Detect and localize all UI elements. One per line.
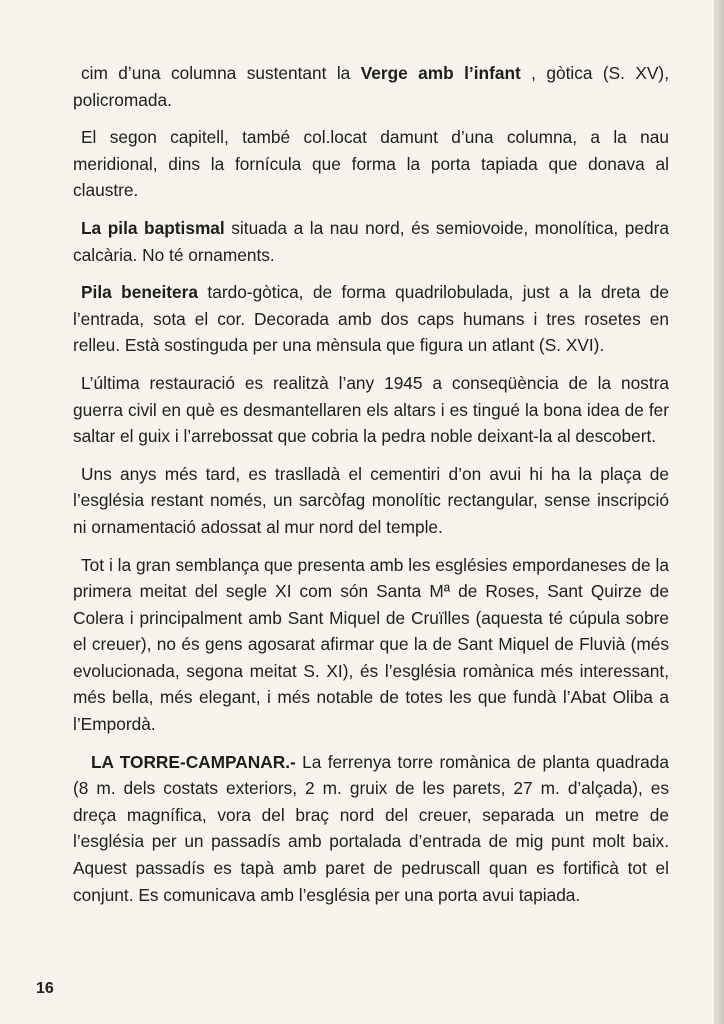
paragraph-text: El segon capitell, també col.locat damunt d’una columna, a la nau meridional, dins la fornícula que forma la porta tapiada que donava al claustre. [73, 127, 669, 201]
paragraph-3 [73, 215, 669, 268]
paragraph-text: Tot i la gran semblança que presenta amb les esglésies empordaneses de la primera meitat del segle XI com són Santa Mª de Roses, Sant Quirze de Colera i principalment amb Sant Miquel de Cruïlles (aquesta té cúpula sobre el creuer), no és gens agosarat afirmar que la de Sant Miquel de Fluvià (més evolucionada, segona meitat S. XI), és l’església romànica més interessant, més bella, més elegant, i més notable de totes les que fundà l’Abat Oliba a l’Empordà. [73, 554, 669, 735]
paragraph-2 [73, 124, 669, 204]
paragraph-8 [73, 749, 669, 909]
page-edge [716, 0, 724, 1024]
paragraph-7 [73, 552, 669, 738]
paragraph-text: situada a la nau nord, és semiovoide, monolítica, pedra calcària. No té ornaments. [73, 217, 669, 265]
paragraph-text: tardo-gòtica, de forma quadrilobulada, just a la dreta de l’entrada, sota el cor. Decorada amb dos caps humans i tres rosetes en relleu. Està sostinguda per una mènsula que figura un atlant (S. XVI). [73, 282, 669, 356]
paragraph-1 [73, 60, 669, 113]
paragraph-4 [73, 279, 669, 359]
paragraph-6 [73, 461, 669, 541]
highlight-term: Verge amb l’infant [360, 63, 521, 83]
paragraph-tail: , gòtica (S. XV), policromada. [73, 63, 669, 110]
paragraph-text: cim d’una columna sustentant la [81, 63, 361, 83]
paragraph-lead-term: La pila baptismal [81, 217, 225, 238]
page-number: 16 [36, 980, 54, 997]
paragraph-lead-term: Pila beneitera [81, 282, 198, 303]
paragraph-text: La ferrenya torre romànica de planta quadrada (8 m. dels costats exteriors, 2 m. gruix de les parets, 27 m. d’alçada), es dreça magnífica, vora del braç nord del creuer, separada un metre de l’església per un passadís amb portalada d’entrada de mig punt molt baix. Aquest passadís es tapà amb paret de pedruscall quan es fortificà tot el conjunt. Es comunicava amb l’església per una porta avui tapiada. [73, 751, 669, 905]
paragraph-5 [73, 370, 669, 450]
paragraph-text: L’última restauració es realitzà l’any 1945 a conseqüència de la nostra guerra civil en què es desmantellaren els altars i es tingué la bona idea de fer saltar el guix i l’arrebossat que cobria la pedra noble deixant-la al descobert. [73, 372, 669, 447]
body-text [73, 60, 669, 919]
section-heading: LA TORRE-CAMPANAR.- [91, 751, 296, 772]
paragraph-text: Uns anys més tard, es traslladà el cementiri d’on avui hi ha la plaça de l’església restant només, un sarcòfag monolític rectangular, sense inscripció ni ornamentació adossat al mur nord del temple. [73, 463, 669, 537]
